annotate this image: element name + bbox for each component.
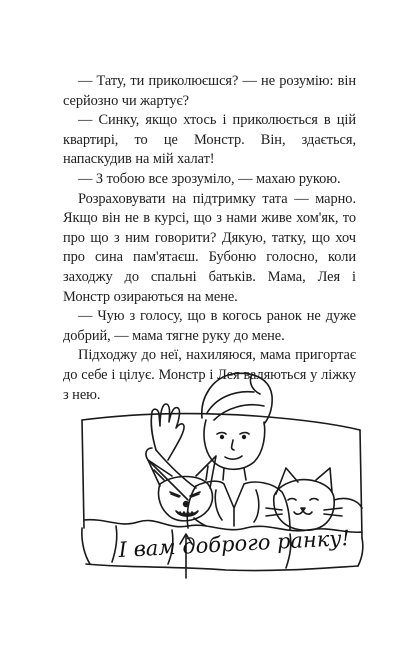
mother-face (204, 420, 265, 469)
dog-figure (148, 456, 216, 526)
cat-head (274, 480, 334, 531)
paragraph-6: Підходжу до неї, нахиляюся, мама пригортає до себе і цілує. Монстр і Лея валяються у ліжку з нею. (63, 347, 356, 403)
bed-right-post (360, 430, 362, 538)
mother-figure (146, 373, 290, 530)
mother-nose (232, 440, 234, 450)
paragraph-4: Розраховувати на підтримку тата — марно. Якщо він не в курсі, що з нами живе хом'як, то про що з ним говорити? Дякую, татку, що хоч про сина пам'ятаєш. Бубоню голосно, коли заходжу до спальні батьків. Мама, Лея і Монстр озираються на мене. (63, 190, 356, 305)
paragraph-2: — Синку, якщо хтось і приколюється в цій квартирі, то це Монстр. Він, здається, напаскудив на мій халат! (63, 112, 356, 168)
cat-body (334, 498, 362, 508)
cat-mouth (294, 511, 312, 514)
paragraph-5: — Чую з голосу, що в когось ранок не дуже добрий, — мама тягне руку до мене. (63, 308, 356, 344)
mother-eye-left (217, 433, 226, 435)
mother-eye-right (240, 433, 249, 435)
cat-eye-left (288, 499, 296, 501)
mother-mouth (225, 456, 242, 459)
bed-left-post (82, 420, 84, 528)
illustration-caption: І вам доброго ранку! (118, 525, 351, 562)
dog-nose (184, 502, 189, 507)
cat-eye-right (310, 499, 318, 501)
cat-figure (266, 468, 362, 530)
paragraph-3: — З тобою все зрозуміло, — махаю рукою. (78, 170, 341, 187)
mother-hand (151, 404, 184, 460)
paragraph-1: — Тату, ти приколюєшся? — не розумію: він серйозно чи жартує? (63, 73, 356, 109)
bed-headboard-line (82, 414, 360, 430)
bed-left-edge (82, 528, 90, 564)
body-text (63, 72, 356, 405)
